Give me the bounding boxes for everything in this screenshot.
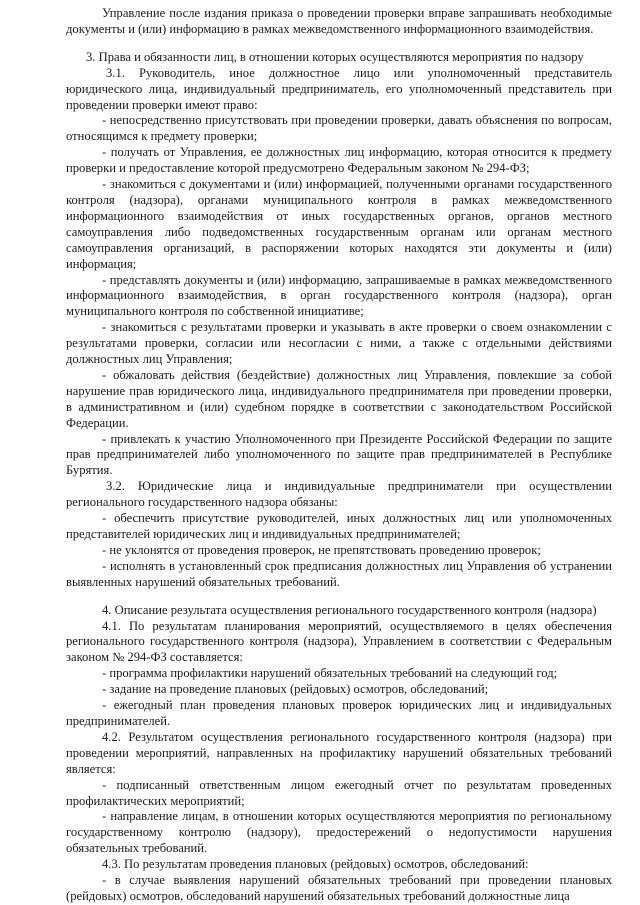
paragraph: Управление после издания приказа о проведении проверки вправе запрашивать необходимые документы и (или) информацию в рамках межведомственного информационного взаимодействия.	[66, 6, 612, 36]
list-item: - знакомиться с документами и (или) информацией, полученными органами государственного контроля (надзора), органами муниципального контроля в рамках межведомственного информационного взаимодействия от иных государственных органов, органов местного самоуправления либо подведомственных государственным органам или органам местного самоуправления организаций, в распоряжении которых находятся эти документы и (или) информация;	[66, 177, 612, 271]
list-item: - не уклонятся от проведения проверок, не препятствовать проведению проверок;	[102, 542, 541, 557]
section-heading-3: 3. Права и обязанности лиц, в отношении которых осуществляются мероприятия по надзору	[86, 49, 584, 64]
list-item: - направление лицам, в отношении которых осуществляются мероприятия по региональному государственному контролю (надзору), предостережений о недопустимости нарушения обязательных требований.	[66, 809, 612, 856]
list-item: - привлекать к участию Уполномоченного при Президенте Российской Федерации по защите прав предпринимателей либо уполномоченного по защите прав предпринимателей в Республике Бурятия.	[66, 431, 612, 478]
section-heading-4: 4. Описание результата осуществления регионального государственного контроля (надзора)	[102, 602, 597, 617]
list-item: - представлять документы и (или) информацию, запрашиваемые в рамках межведомственного информационного взаимодействия, в орган государственного контроля (надзора), орган муниципального контроля по собственной инициативе;	[66, 272, 612, 319]
list-item: - знакомиться с результатами проверки и указывать в акте проверки о своем ознакомлении с результатами проверки, согласии или несогласии с ними, а также с отдельными действиями должностных лиц Управления;	[66, 320, 612, 367]
list-item: - в случае выявления нарушений обязательных требований при проведении плановых (рейдовых) осмотров, обследований нарушений обязательных требований должностные лица	[66, 873, 612, 903]
list-item: - задание на проведение плановых (рейдовых) осмотров, обследований;	[102, 682, 489, 697]
list-item: - обжаловать действия (бездействие) должностных лиц Управления, повлекшие за собой нарушение прав юридического лица, индивидуального предпринимателя при проведении проверки, в административном и (или) судебном порядке в соответствии с законодательством Российской Федерации.	[66, 367, 612, 430]
list-item: - программа профилактики нарушений обязательных требований на следующий год;	[102, 666, 558, 681]
list-item: - исполнять в установленный срок предписания должностных лиц Управления об устранении выявленных нарушений обязательных требований.	[66, 558, 612, 589]
paragraph: 4.3. По результатам проведения плановых (рейдовых) осмотров, обследований:	[102, 857, 529, 872]
paragraph: 4.1. По результатам планирования мероприятий, осуществляемого в целях обеспечения регионального государственного контроля (надзора), Управлением в соответствии с Федеральным законом № 294-ФЗ составляется:	[66, 618, 612, 665]
list-item: - подписанный ответственным лицом ежегодный отчет по результатам проведенных профилактических мероприятий;	[66, 777, 612, 808]
list-item: - непосредственно присутствовать при проведении проверки, давать объяснения по вопросам, относящимся к предмету проверки;	[66, 113, 612, 144]
list-item: - обеспечить присутствие руководителей, иных должностных лиц или уполномоченных представителей юридических лиц и индивидуальных предпринимателей;	[66, 511, 612, 541]
paragraph: 4.2. Результатом осуществления регионального государственного контроля (надзора) при проведении мероприятий, направленных на профилактику нарушений обязательных требований является:	[66, 729, 612, 776]
list-item: - ежегодный план проведения плановых проверок юридических лиц и индивидуальных предпринимателей.	[66, 698, 612, 728]
paragraph: 3.2. Юридические лица и индивидуальные предприниматели при осуществлении регионального государственного надзора обязаны:	[66, 479, 612, 510]
list-item: - получать от Управления, ее должностных лиц информацию, которая относится к предмету проверки и предоставление которой предусмотрено Федеральным законом № 294-ФЗ;	[66, 145, 612, 176]
paragraph: 3.1. Руководитель, иное должностное лицо или уполномоченный представитель юридического лица, индивидуальный предприниматель, его уполномоченный представитель при проведении проверки имеют право:	[66, 65, 612, 112]
